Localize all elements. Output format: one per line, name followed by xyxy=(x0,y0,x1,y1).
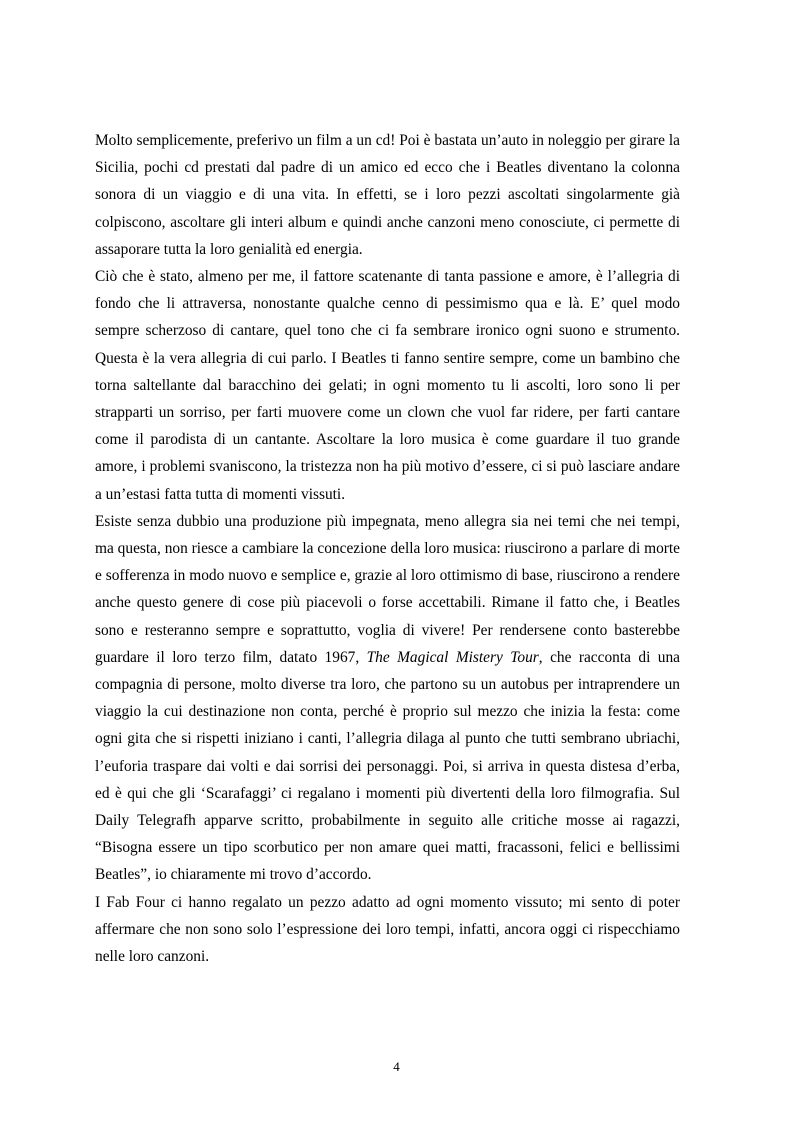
paragraph-3 xyxy=(95,508,680,889)
page-number: 4 xyxy=(393,1059,400,1074)
body-text xyxy=(95,127,680,970)
paragraph-1-text: Molto semplicemente, preferivo un film a un cd! Poi è bastata un’auto in noleggio per girare la Sicilia, pochi cd prestati dal padre di un amico ed ecco che i Beatles diventano la colonna sonora di un viaggio e di una vita. In effetti, se i loro pezzi ascoltati singolarmente già colpiscono, ascoltare gli interi album e quindi anche canzoni meno conosciute, ci permette di assaporare tutta la loro genialità ed energia. xyxy=(95,132,680,258)
paragraph-2-text: Ciò che è stato, almeno per me, il fattore scatenante di tanta passione e amore, è l’allegria di fondo che li attraversa, nonostante qualche cenno di pessimismo qua e là. E’ quel modo sempre scherzoso di cantare, quel tono che ci fa sembrare ironico ogni suono e strumento. Questa è la vera allegria di cui parlo. I Beatles ti fanno sentire sempre, come un bambino che torna saltellante dal baracchino dei gelati; in ogni momento tu li ascolti, loro sono li per strapparti un sorriso, per farti muovere come un clown che vuol far ridere, per farti cantare come il parodista di un cantante. Ascoltare la loro musica è come guardare il tuo grande amore, i problemi svaniscono, la tristezza non ha più motivo d’essere, ci si può lasciare andare a un’estasi fatta tutta di momenti vissuti. xyxy=(95,268,680,503)
film-title: The Magical Mistery Tour xyxy=(366,648,539,666)
paragraph-4 xyxy=(95,889,680,971)
paragraph-1 xyxy=(95,127,680,263)
paragraph-4-text: I Fab Four ci hanno regalato un pezzo adatto ad ogni momento vissuto; mi sento di poter affermare che non sono solo l’espressione dei loro tempi, infatti, ancora oggi ci rispecchiamo nelle loro canzoni. xyxy=(95,893,680,966)
paragraph-3-text-b: , che racconta di una compagnia di persone, molto diverse tra loro, che partono su un autobus per intraprendere un viaggio la cui destinazione non conta, perché è proprio sul mezzo che inizia la festa: come ogni gita che si rispetti iniziano i canti, l’allegria dilaga al punto che tutti sembrano ubriachi, l’euforia traspare dai volti e dai sorrisi dei personaggi. Poi, si arriva in questa distesa d’erba, ed è qui che gli ‘Scarafaggi’ ci regalano i momenti più divertenti della loro filmografia. Sul Daily Telegrafh apparve scritto, probabilmente in seguito alle critiche mosse ai ragazzi, “Bisogna essere un tipo scorbutico per non amare quei matti, fracassoni, felici e bellissimi Beatles”, io chiaramente mi trovo d’accordo. xyxy=(95,648,680,884)
paragraph-2 xyxy=(95,263,680,508)
paragraph-3-text-a: Esiste senza dubbio una produzione più impegnata, meno allegra sia nei temi che nei tempi, ma questa, non riesce a cambiare la concezione della loro musica: riuscirono a parlare di morte e sofferenza in modo nuovo e semplice e, grazie al loro ottimismo di base, riuscirono a rendere anche questo genere di cose più piacevoli o forse accettabili. Rimane il fatto che, i Beatles sono e resteranno sempre e soprattutto, voglia di vivere! Per rendersene conto basterebbe guardare il loro terzo film, datato 1967, xyxy=(95,512,680,666)
